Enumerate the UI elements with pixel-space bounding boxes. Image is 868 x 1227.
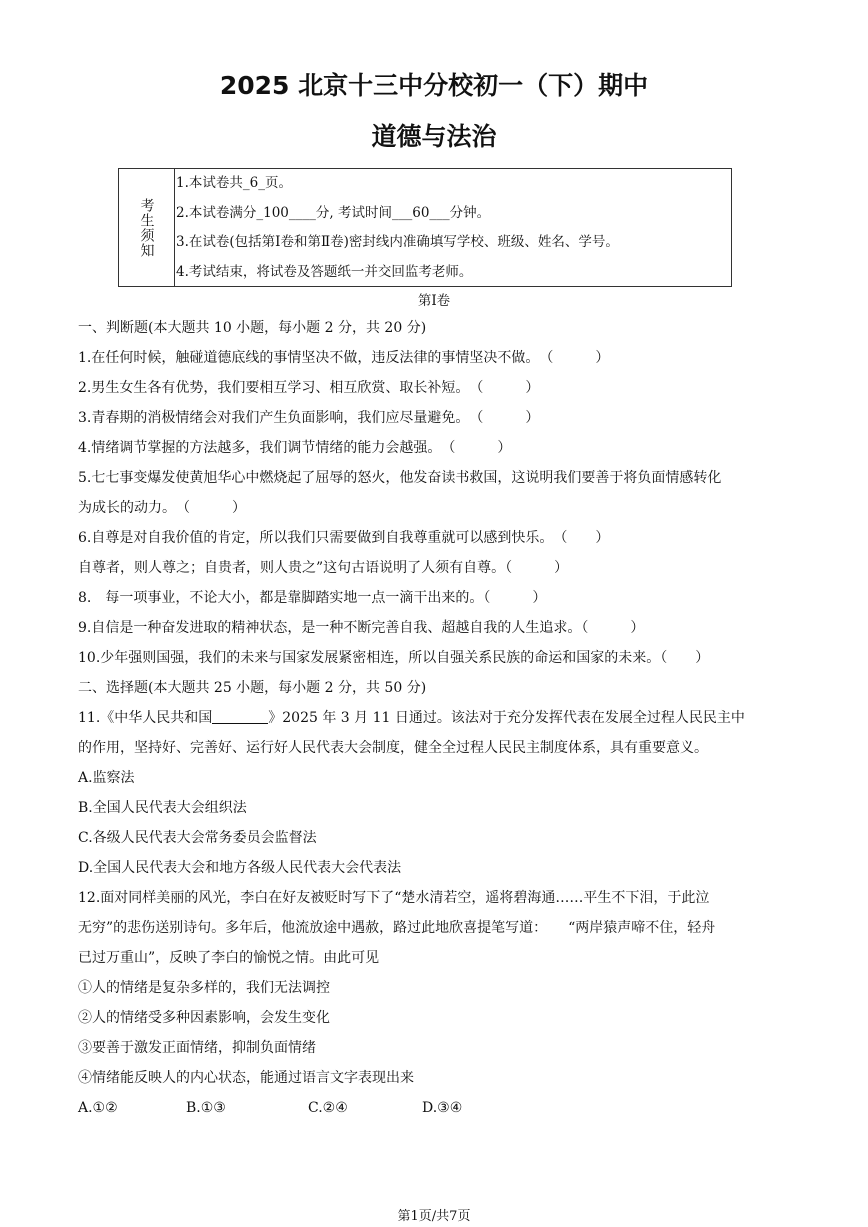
page-footer: 第1页/共7页 xyxy=(397,1209,471,1224)
question-line: 2.男生女生各有优势，我们要相互学习、相互欣赏、取长补短。 （ ） xyxy=(78,380,540,396)
exam-content xyxy=(78,316,798,1126)
question-line xyxy=(78,706,798,736)
statement-line: ④情绪能反映人的内心状态，能通过语言文字表现出来 xyxy=(78,1070,414,1086)
volume-label: 第Ⅰ卷 xyxy=(417,293,451,309)
question-line: 无穷”的悲伤送别诗句。多年后，他流放途中遇赦，路过此地欣喜提笔写道： “两岸猿声啼不住，轻舟 xyxy=(78,920,716,936)
question-line: 为成长的动力。 （ ） xyxy=(78,500,246,516)
options-row xyxy=(78,1096,798,1126)
section-heading: 二、选择题(本大题共 25 小题，每小题 2 分，共 50 分) xyxy=(78,680,427,696)
question-line: 3.青春期的消极情绪会对我们产生负面影响，我们应尽量避免。 （ ） xyxy=(78,410,540,426)
candidate-notice-box xyxy=(118,168,732,287)
question-line: 已过万重山”，反映了李白的愉悦之情。由此可见 xyxy=(78,950,380,966)
question-line: 6.自尊是对自我价值的肯定，所以我们只需要做到自我尊重就可以感到快乐。 （ ） xyxy=(78,530,610,546)
question-line: 自尊者，则人尊之；自贵者，则人贵之”这句古语说明了人须有自尊。（ ） xyxy=(78,560,569,576)
statement-line: ②人的情绪受多种因素影响，会发生变化 xyxy=(78,1010,330,1026)
option: A.①② xyxy=(78,1100,118,1116)
option: B.①③ xyxy=(186,1100,226,1116)
option-line: A.监察法 xyxy=(78,770,135,786)
question-11-prefix: 11.《中华人民共和国 xyxy=(78,710,213,726)
option-line: C.各级人民代表大会常务委员会监督法 xyxy=(78,830,317,846)
question-line: 10.少年强则国强，我们的未来与国家发展紧密相连，所以自强关系民族的命运和国家的未来。（ ） xyxy=(78,650,710,666)
subject-title: 道德与法治 xyxy=(371,122,497,151)
notice-line: 2.本试卷满分_100____分, 考试时间___60___分钟。 xyxy=(176,204,491,221)
question-11-suffix: 》2025 年 3 月 11 日通过。该法对于充分发挥代表在发展全过程人民民主中 xyxy=(268,710,745,726)
answer-blank xyxy=(212,709,268,724)
option-line: B.全国人民代表大会组织法 xyxy=(78,800,247,816)
option: D.③④ xyxy=(422,1100,463,1116)
question-line: 12.面对同样美丽的风光，李白在好友被贬时写下了“楚水清若空，遥将碧海通……平生不下泪，于此泣 xyxy=(78,890,710,906)
notice-line: 3.在试卷(包括第Ⅰ卷和第Ⅱ卷)密封线内准确填写学校、班级、姓名、学号。 xyxy=(176,234,619,250)
question-line: 的作用，坚持好、完善好、运行好人民代表大会制度，健全全过程人民民主制度体系，具有重要意义。 xyxy=(78,740,708,756)
question-line: 4.情绪调节掌握的方法越多，我们调节情绪的能力会越强。 （ ） xyxy=(78,440,512,456)
notice-heading: 考生须知 xyxy=(138,197,155,258)
notice-heading-cell xyxy=(119,169,175,286)
question-line: 5.七七事变爆发使黄旭华心中燃烧起了屈辱的怒火，他发奋读书救国，这说明我们要善于将负面情感转化 xyxy=(78,470,722,486)
option: C.②④ xyxy=(308,1100,348,1116)
question-line: 9.自信是一种奋发进取的精神状态，是一种不断完善自我、超越自我的人生追求。（ ） xyxy=(78,620,645,636)
option-line: D.全国人民代表大会和地方各级人民代表大会代表法 xyxy=(78,860,402,876)
statement-line: ①人的情绪是复杂多样的，我们无法调控 xyxy=(78,980,330,996)
question-line: 1.在任何时候，触碰道德底线的事情坚决不做，违反法律的事情坚决不做。 （ ） xyxy=(78,350,610,366)
section-heading: 一、判断题(本大题共 10 小题，每小题 2 分，共 20 分) xyxy=(78,320,427,336)
exam-title: 2025 北京十三中分校初一（下）期中 xyxy=(219,71,649,100)
notice-line: 4.考试结束，将试卷及答题纸一并交回监考老师。 xyxy=(176,263,473,280)
notice-body xyxy=(175,169,731,286)
question-line: 8. 每一项事业，不论大小，都是靠脚踏实地一点一滴干出来的。（ ） xyxy=(78,590,547,606)
notice-line: 1.本试卷共_6_页。 xyxy=(176,175,292,191)
statement-line: ③要善于激发正面情绪，抑制负面情绪 xyxy=(78,1040,316,1056)
